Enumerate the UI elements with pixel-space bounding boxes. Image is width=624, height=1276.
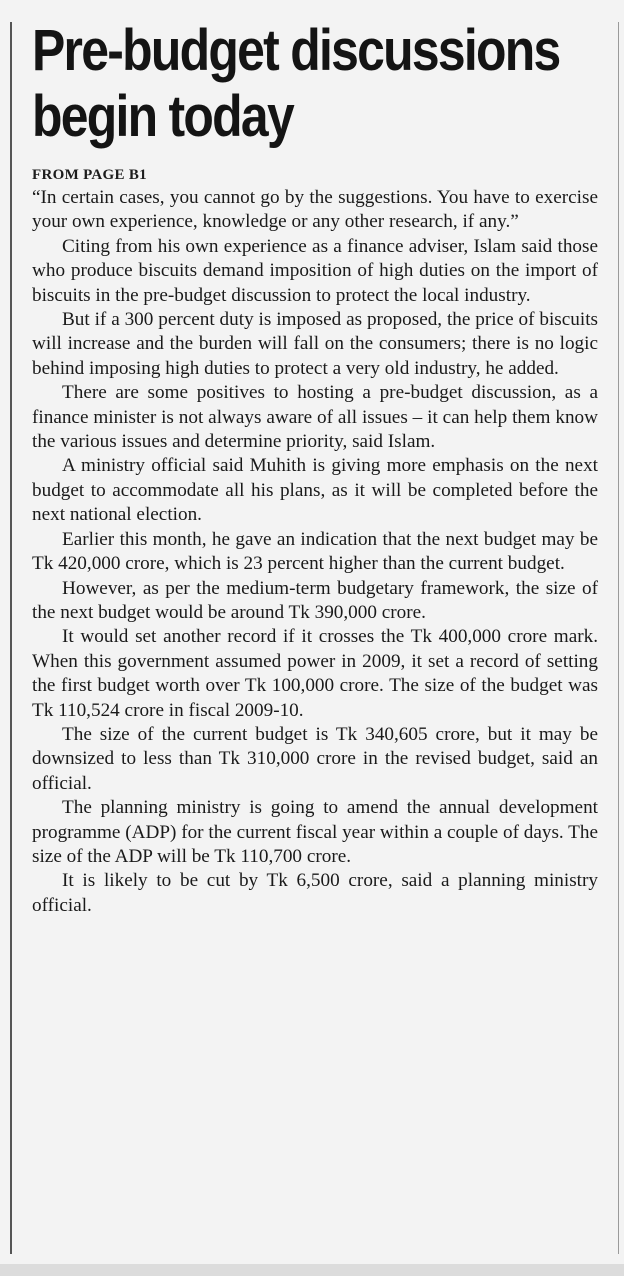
page-bottom-edge (0, 1264, 624, 1276)
continuation-kicker: FROM PAGE B1 (32, 167, 147, 183)
paragraph: There are some positives to hosting a pre-budget discussion, as a finance minister is not always aware of all issues – it can help them know the various issues and determine priority, said Islam. (32, 382, 598, 453)
paragraph: It would set another record if it crosses the Tk 400,000 crore mark. When this government assumed power in 2009, it set a record of setting the first budget worth over Tk 100,000 crore. The size of the budget was Tk 110,524 crore in fiscal 2009-10. (32, 626, 598, 721)
article-body (32, 186, 598, 918)
paragraph: It is likely to be cut by Tk 6,500 crore, said a planning ministry official. (32, 870, 598, 916)
article (32, 18, 598, 918)
paragraph: The planning ministry is going to amend the annual development programme (ADP) for the current fiscal year within a couple of days. The size of the ADP will be Tk 110,700 crore. (32, 797, 599, 867)
paragraph: Earlier this month, he gave an indication that the next budget may be Tk 420,000 crore, which is 23 percent higher than the current budget. (32, 528, 598, 575)
column-rule-right (618, 22, 619, 1254)
headline: Pre-budget discussions begin today (32, 18, 560, 149)
column-rule-left (10, 22, 12, 1254)
paragraph: Citing from his own experience as a finance adviser, Islam said those who produce biscuits demand imposition of high duties on the import of biscuits in the pre-budget discussion to protect the local industry. (32, 235, 598, 306)
paragraph: A ministry official said Muhith is giving more emphasis on the next budget to accommodate all his plans, as it will be completed before the next national election. (32, 455, 598, 526)
paragraph: “In certain cases, you cannot go by the suggestions. You have to exercise your own experience, knowledge or any other research, if any.” (32, 187, 598, 233)
paragraph: But if a 300 percent duty is imposed as proposed, the price of biscuits will increase and the burden will fall on the consumers; there is no logic behind imposing high duties to protect a very old industry, he added. (32, 309, 598, 379)
paragraph: The size of the current budget is Tk 340,605 crore, but it may be downsized to less than Tk 310,000 crore in the revised budget, said an official. (32, 723, 598, 794)
paragraph: However, as per the medium-term budgetary framework, the size of the next budget would be around Tk 390,000 crore. (32, 577, 598, 623)
